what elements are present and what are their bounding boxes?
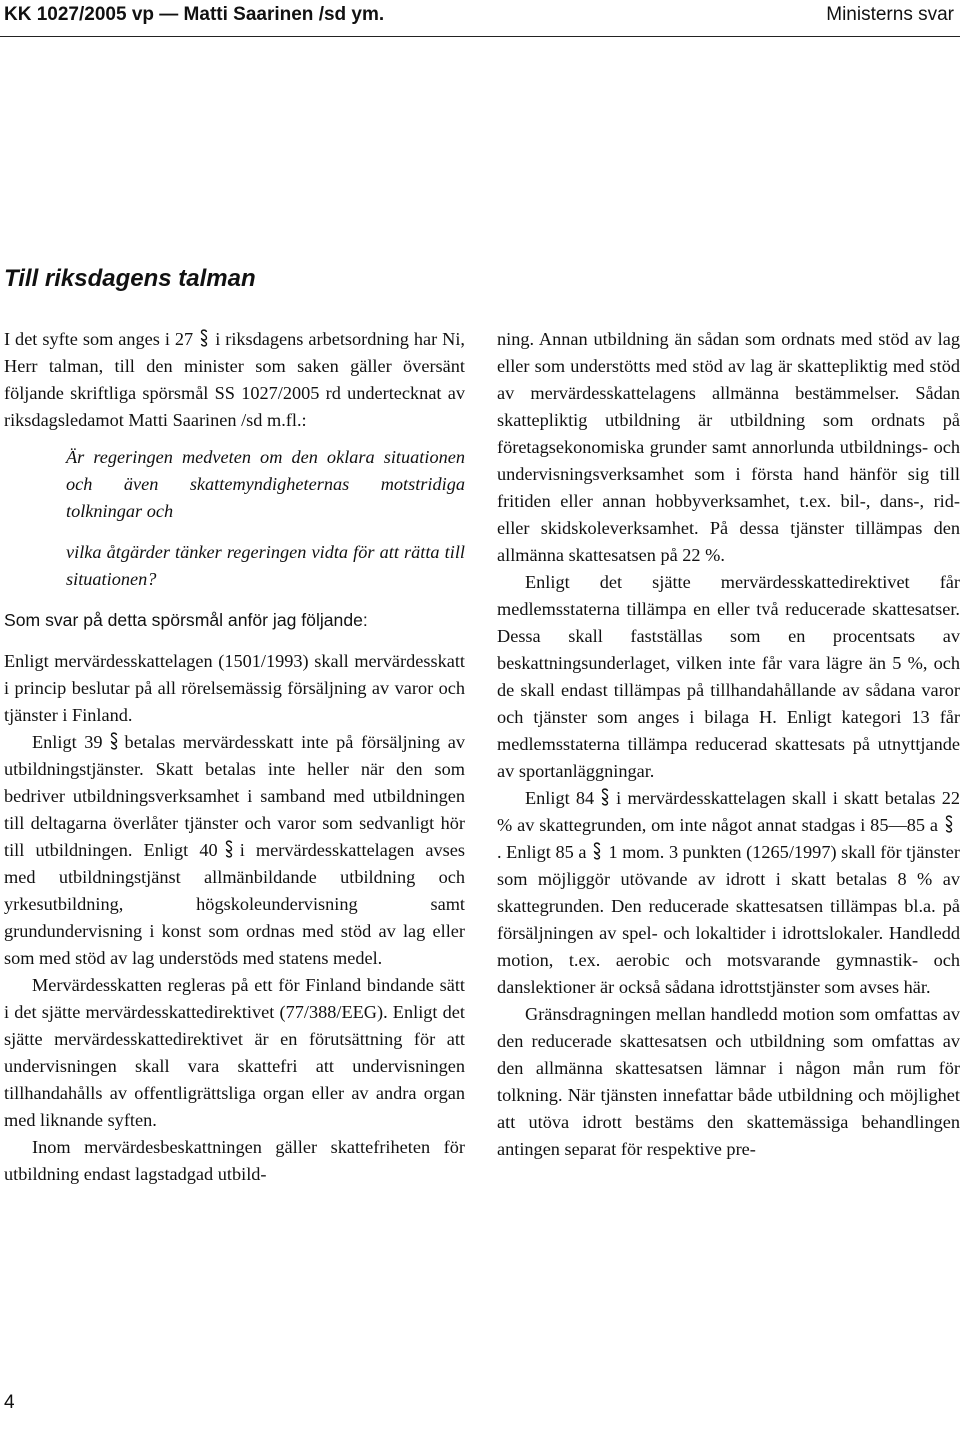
document-title: Till riksdagens talman: [4, 265, 256, 292]
paragraph-section-84: Enligt 84 i mervärdesskattelagen skall i skatt betalas 22 % av skattegrunden, om inte något annat stadgas i 85—85 a. Enligt 85 a 1 mom. 3 punkten (1265/1997) skall för tjänster som möjliggör utövande av idrott i skatt betalas 8 % av skattegrunden. Den reducerade skattesatsen tillämpas bl.a. på försäljningen av spel- och lokaltider i idrottslokaler. Handledd motion, t.ex. aerobic och motsvarande gymnastik- och danslektioner är också sådana idrottstjänster som avses här.: [497, 788, 960, 997]
question-two: vilka åtgärder tänker regeringen vidta för att rätta till situationen?: [66, 542, 465, 589]
paragraph-vat-exemption: Inom mervärdesbeskattningen gäller skattefriheten för utbildning endast lagstadgad utbild-: [4, 1137, 465, 1184]
section-sign-icon: [600, 787, 610, 807]
question-one: Är regeringen medveten om den oklara situationen och även skattemyndigheternas motstridiga tolkningar och: [66, 447, 465, 521]
section-sign-icon: [224, 839, 234, 859]
section-sign-icon: [592, 841, 602, 861]
answer-intro: Som svar på detta spörsmål anför jag följande:: [4, 610, 368, 630]
paragraph-section-39: Enligt 39 betalas mervärdesskatt inte på försäljning av utbildningstjänster. Skatt betalas inte heller när den som bedriver utbildningsverksamhet i samband med utbildningen till deltagarna överlåter tjänster och varor som sedvanligt hör till utbildningen. Enligt 40 i mervärdesskattelagen avses med utbildningstjänst allmänbildande utbildning och yrkesutbildning, högskoleundervisning samt grundundervisning i konst som ordnas med stöd av lag eller som med stöd av lag understöds med statens medel.: [4, 732, 465, 968]
left-column: [4, 326, 465, 1188]
section-sign-icon: [944, 814, 954, 834]
paragraph-taxable-education: ning. Annan utbildning än sådan som ordnats med stöd av lag eller som understötts med stöd av lag är skattepliktig med stöd av mervärdesskattelagens allmänna bestämmelser. Sådan skattepliktig utbildning är utbildning som ordnats på företagsekonomiska grunder samt annorlunda utbildnings- och undervisningsverksamhet som i första hand hänför sig till fritiden eller annan hobbyverksamhet, t.ex. bil-, dans-, rid- eller skidskoleverksamhet. På dessa tjänster tillämpas den allmänna skattesatsen på 22 %.: [497, 329, 960, 565]
paragraph-reduced-rates: Enligt det sjätte mervärdesskattedirektivet får medlemsstaterna tillämpa en eller två reducerade skattesatser. Dessa skall fastställas som en procentsats av beskattningsunderlaget, vilken inte får vara lägre än 5 %, och de skall endast tillämpas på tillhandahållande av sådana varor och tjänster som anges i bilaga H. Enligt kategori 13 får medlemsstaterna tillämpa reducerad skattesats på utnyttjande av sportanläggningar.: [497, 572, 960, 781]
header-section-title: Ministerns svar: [826, 4, 954, 25]
page-header: [0, 0, 960, 37]
intro-paragraph: I det syfte som anges i 27 i riksdagens arbetsordning har Ni, Herr talman, till den minister som saken gäller översänt följande skriftliga spörsmål SS 1027/2005 rd undertecknat av riksdagsledamot Matti Saarinen /sd m.fl.:: [4, 329, 466, 430]
paragraph-vat-law: Enligt mervärdesskattelagen (1501/1993) skall mervärdesskatt i princip beslutar på all rörelsemässig försäljning av varor och tjänster i Finland.: [4, 651, 465, 725]
section-sign-icon: [199, 328, 209, 348]
paragraph-sixth-directive: Mervärdesskatten regleras på ett för Finland bindande sätt i det sjätte mervärdesskattedirektivet (77/388/EEG). Enligt det sjätte mervärdesskattedirektivet är en förutsättning för att undervisningen skall vara skattefri att undervisningen tillhandahålls av offentligrättsliga organ eller av andra organ med liknande syften.: [4, 975, 465, 1130]
paragraph-boundary: Gränsdragningen mellan handledd motion som omfattas av den reducerade skattesatsen och utbildning som omfattas av den allmänna skattesatsen lämnar i någon mån rum för tolkning. När tjänsten innefattar både utbildning och möjlighet att utöva idrott bestäms den skattemässiga behandlingen antingen separat för respektive pre-: [497, 1004, 960, 1159]
page-number: 4: [4, 1392, 15, 1413]
section-sign-icon: [109, 731, 119, 751]
header-document-reference: KK 1027/2005 vp — Matti Saarinen /sd ym.: [4, 4, 385, 25]
right-column: [497, 326, 960, 1163]
